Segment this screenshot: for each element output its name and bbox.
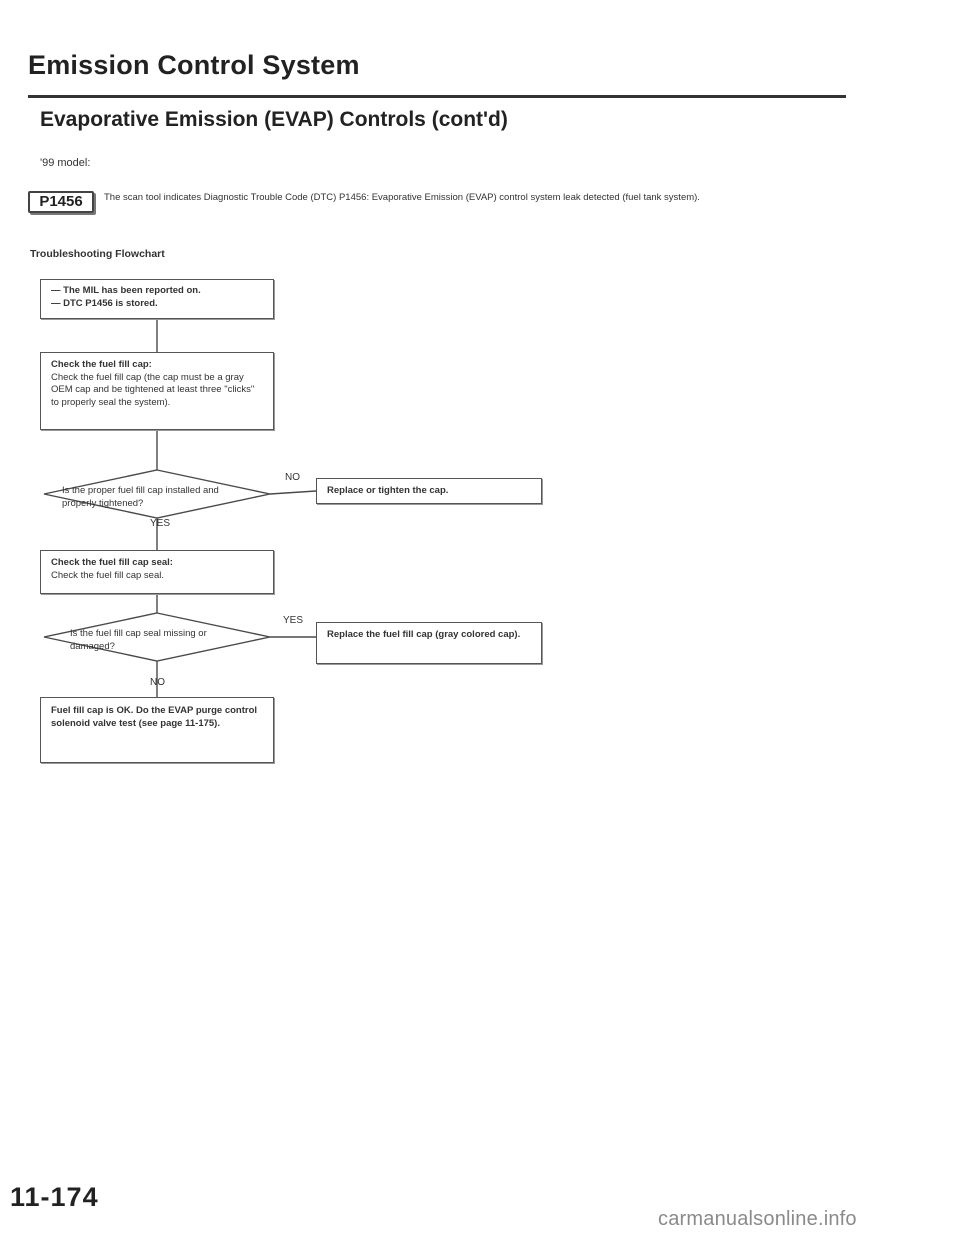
start-condition-box (40, 279, 274, 319)
replace-or-tighten-box: Replace or tighten the cap. (316, 478, 542, 504)
model-label: '99 model: (40, 157, 91, 169)
check-fuel-cap-box (40, 352, 274, 430)
connector-q1-no (270, 491, 316, 494)
dtc-description: The scan tool indicates Diagnostic Trouble Code (DTC) P1456: Evaporative Emission (EVAP) control system leak detected (fuel tank system). (104, 192, 700, 203)
branch-label-yes: YES (283, 615, 304, 626)
question-cap-installed: Is the proper fuel fill cap installed and properly tightened? (62, 485, 219, 509)
check-seal-body: Check the fuel fill cap seal. (51, 569, 165, 581)
check-seal-title: Check the fuel fill cap seal: (51, 557, 173, 568)
dtc-code-badge: P1456 (28, 191, 94, 213)
check-cap-seal-box (40, 550, 274, 594)
start-line-mil: — The MIL has been reported on. (51, 285, 201, 296)
subsection-title: Evaporative Emission (EVAP) Controls (cont'd) (40, 108, 508, 131)
watermark-text: carmanualsonline.info (658, 1208, 857, 1230)
replace-fuel-cap-box: Replace the fuel fill cap (gray colored cap). (316, 622, 542, 664)
branch-label-no: NO (150, 677, 165, 688)
flowchart-heading: Troubleshooting Flowchart (30, 248, 165, 260)
check-cap-title: Check the fuel fill cap: (51, 359, 152, 370)
question-seal-damaged: Is the fuel fill cap seal missing or damaged? (70, 628, 207, 652)
page-number: 11-174 (10, 1182, 99, 1212)
section-title: Emission Control System (28, 50, 360, 80)
branch-label-no: NO (285, 472, 300, 483)
cap-ok-next-test-box: Fuel fill cap is OK. Do the EVAP purge control solenoid valve test (see page 11-175). (40, 697, 274, 763)
check-cap-body: Check the fuel fill cap (the cap must be a gray OEM cap and be tightened at least three "clicks" to properly seal the system). (51, 371, 255, 408)
start-line-dtc: — DTC P1456 is stored. (51, 297, 158, 309)
branch-label-yes: YES (150, 518, 171, 529)
